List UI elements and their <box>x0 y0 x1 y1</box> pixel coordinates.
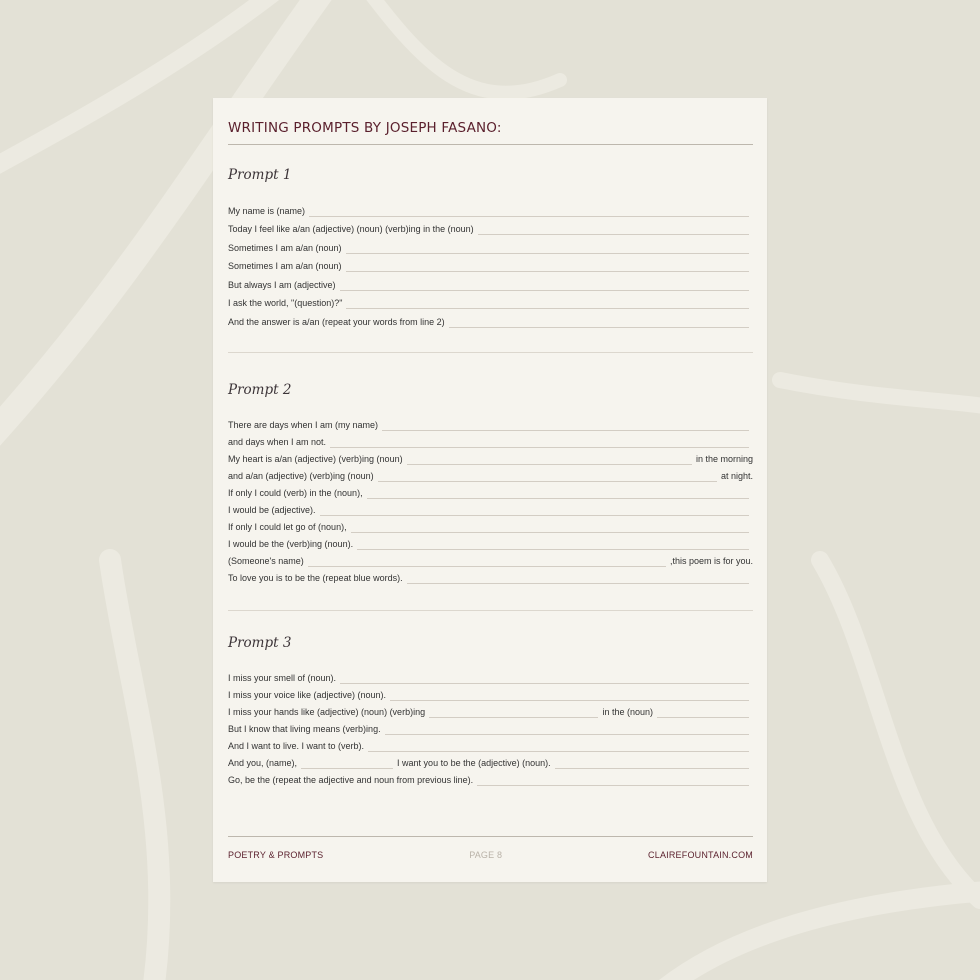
answer-blank[interactable] <box>346 252 749 254</box>
footer-divider <box>228 836 753 837</box>
prompt-3-line-7 <box>228 769 753 786</box>
page-title: WRITING PROMPTS BY JOSEPH FASANO: <box>228 120 502 136</box>
page-footer <box>228 850 753 860</box>
line-label: And the answer is a/an (repeat your words from line 2) <box>228 317 445 327</box>
answer-blank[interactable] <box>477 784 749 786</box>
answer-blank[interactable] <box>449 326 749 328</box>
footer-series-title: POETRY & PROMPTS <box>228 850 324 860</box>
prompt-2-line-3 <box>228 448 753 465</box>
prompt-2-line-4 <box>228 465 753 482</box>
section-divider <box>228 610 753 611</box>
prompt-3-line-3 <box>228 701 753 718</box>
line-tail: in the morning <box>695 454 753 464</box>
prompt-3-line-6 <box>228 752 753 769</box>
prompt-2-line-6 <box>228 499 753 516</box>
answer-blank[interactable] <box>309 215 749 217</box>
worksheet-page <box>213 98 767 882</box>
line-label: But I know that living means (verb)ing. <box>228 724 381 734</box>
prompt-1-line-1 <box>228 200 753 217</box>
line-label: I ask the world, "(question)?" <box>228 298 343 308</box>
line-tail: ,this poem is for you. <box>669 556 753 566</box>
prompt-1-line-5 <box>228 274 753 291</box>
line-label: I miss your smell of (noun). <box>228 673 337 683</box>
line-label: Sometimes I am a/an (noun) <box>228 243 342 253</box>
line-tail: I want you to be the (adjective) (noun). <box>397 758 551 768</box>
prompt-2-line-10 <box>228 567 753 584</box>
prompt-2-line-5 <box>228 482 753 499</box>
prompt-2-line-8 <box>228 533 753 550</box>
prompt-2-line-2 <box>228 431 753 448</box>
footer-website-link[interactable]: CLAIREFOUNTAIN.COM <box>648 850 753 860</box>
line-label: To love you is to be the (repeat blue words). <box>228 573 403 583</box>
line-tail: at night. <box>720 471 753 481</box>
page-number: PAGE 8 <box>469 850 503 860</box>
prompt-3-line-2 <box>228 684 753 701</box>
prompt-3-line-5 <box>228 735 753 752</box>
line-label: Go, be the (repeat the adjective and noun from previous line). <box>228 775 474 785</box>
line-tail: in the (noun) <box>602 707 653 717</box>
prompt-2-line-9 <box>228 550 753 567</box>
line-label: and a/an (adjective) (verb)ing (noun) <box>228 471 374 481</box>
answer-blank[interactable] <box>478 233 749 235</box>
line-label: And I want to live. I want to (verb). <box>228 741 365 751</box>
section-divider <box>228 352 753 353</box>
answer-blank[interactable] <box>407 582 749 584</box>
prompt-1-line-3 <box>228 237 753 254</box>
line-label: Today I feel like a/an (adjective) (noun) (verb)ing in the (noun) <box>228 224 474 234</box>
line-label: I miss your hands like (adjective) (noun) (verb)ing <box>228 707 426 717</box>
line-label: and days when I am not. <box>228 437 327 447</box>
line-label: I would be the (verb)ing (noun). <box>228 539 354 549</box>
prompt-2-line-7 <box>228 516 753 533</box>
answer-blank[interactable] <box>346 307 749 309</box>
prompt-2-heading: Prompt 2 <box>228 382 292 398</box>
prompt-3-line-1 <box>228 667 753 684</box>
prompt-3-heading: Prompt 3 <box>228 635 292 651</box>
prompt-1-line-6 <box>228 292 753 309</box>
line-label: There are days when I am (my name) <box>228 420 379 430</box>
answer-blank[interactable] <box>340 289 749 291</box>
line-label: (Someone's name) <box>228 556 304 566</box>
title-divider <box>228 144 753 145</box>
line-label: If only I could (verb) in the (noun), <box>228 488 363 498</box>
prompt-2-line-1 <box>228 414 753 431</box>
prompt-3-line-4 <box>228 718 753 735</box>
prompt-1-line-7 <box>228 311 753 328</box>
prompt-1-line-4 <box>228 255 753 272</box>
prompt-1-heading: Prompt 1 <box>228 167 292 183</box>
line-label: My name is (name) <box>228 206 306 216</box>
line-label: If only I could let go of (noun), <box>228 522 347 532</box>
answer-blank[interactable] <box>346 270 749 272</box>
line-label: And you, (name), <box>228 758 298 768</box>
prompt-1-line-2 <box>228 218 753 235</box>
line-label: Sometimes I am a/an (noun) <box>228 261 342 271</box>
line-label: My heart is a/an (adjective) (verb)ing (noun) <box>228 454 403 464</box>
line-label: But always I am (adjective) <box>228 280 336 290</box>
line-label: I miss your voice like (adjective) (noun). <box>228 690 387 700</box>
line-label: I would be (adjective). <box>228 505 316 515</box>
